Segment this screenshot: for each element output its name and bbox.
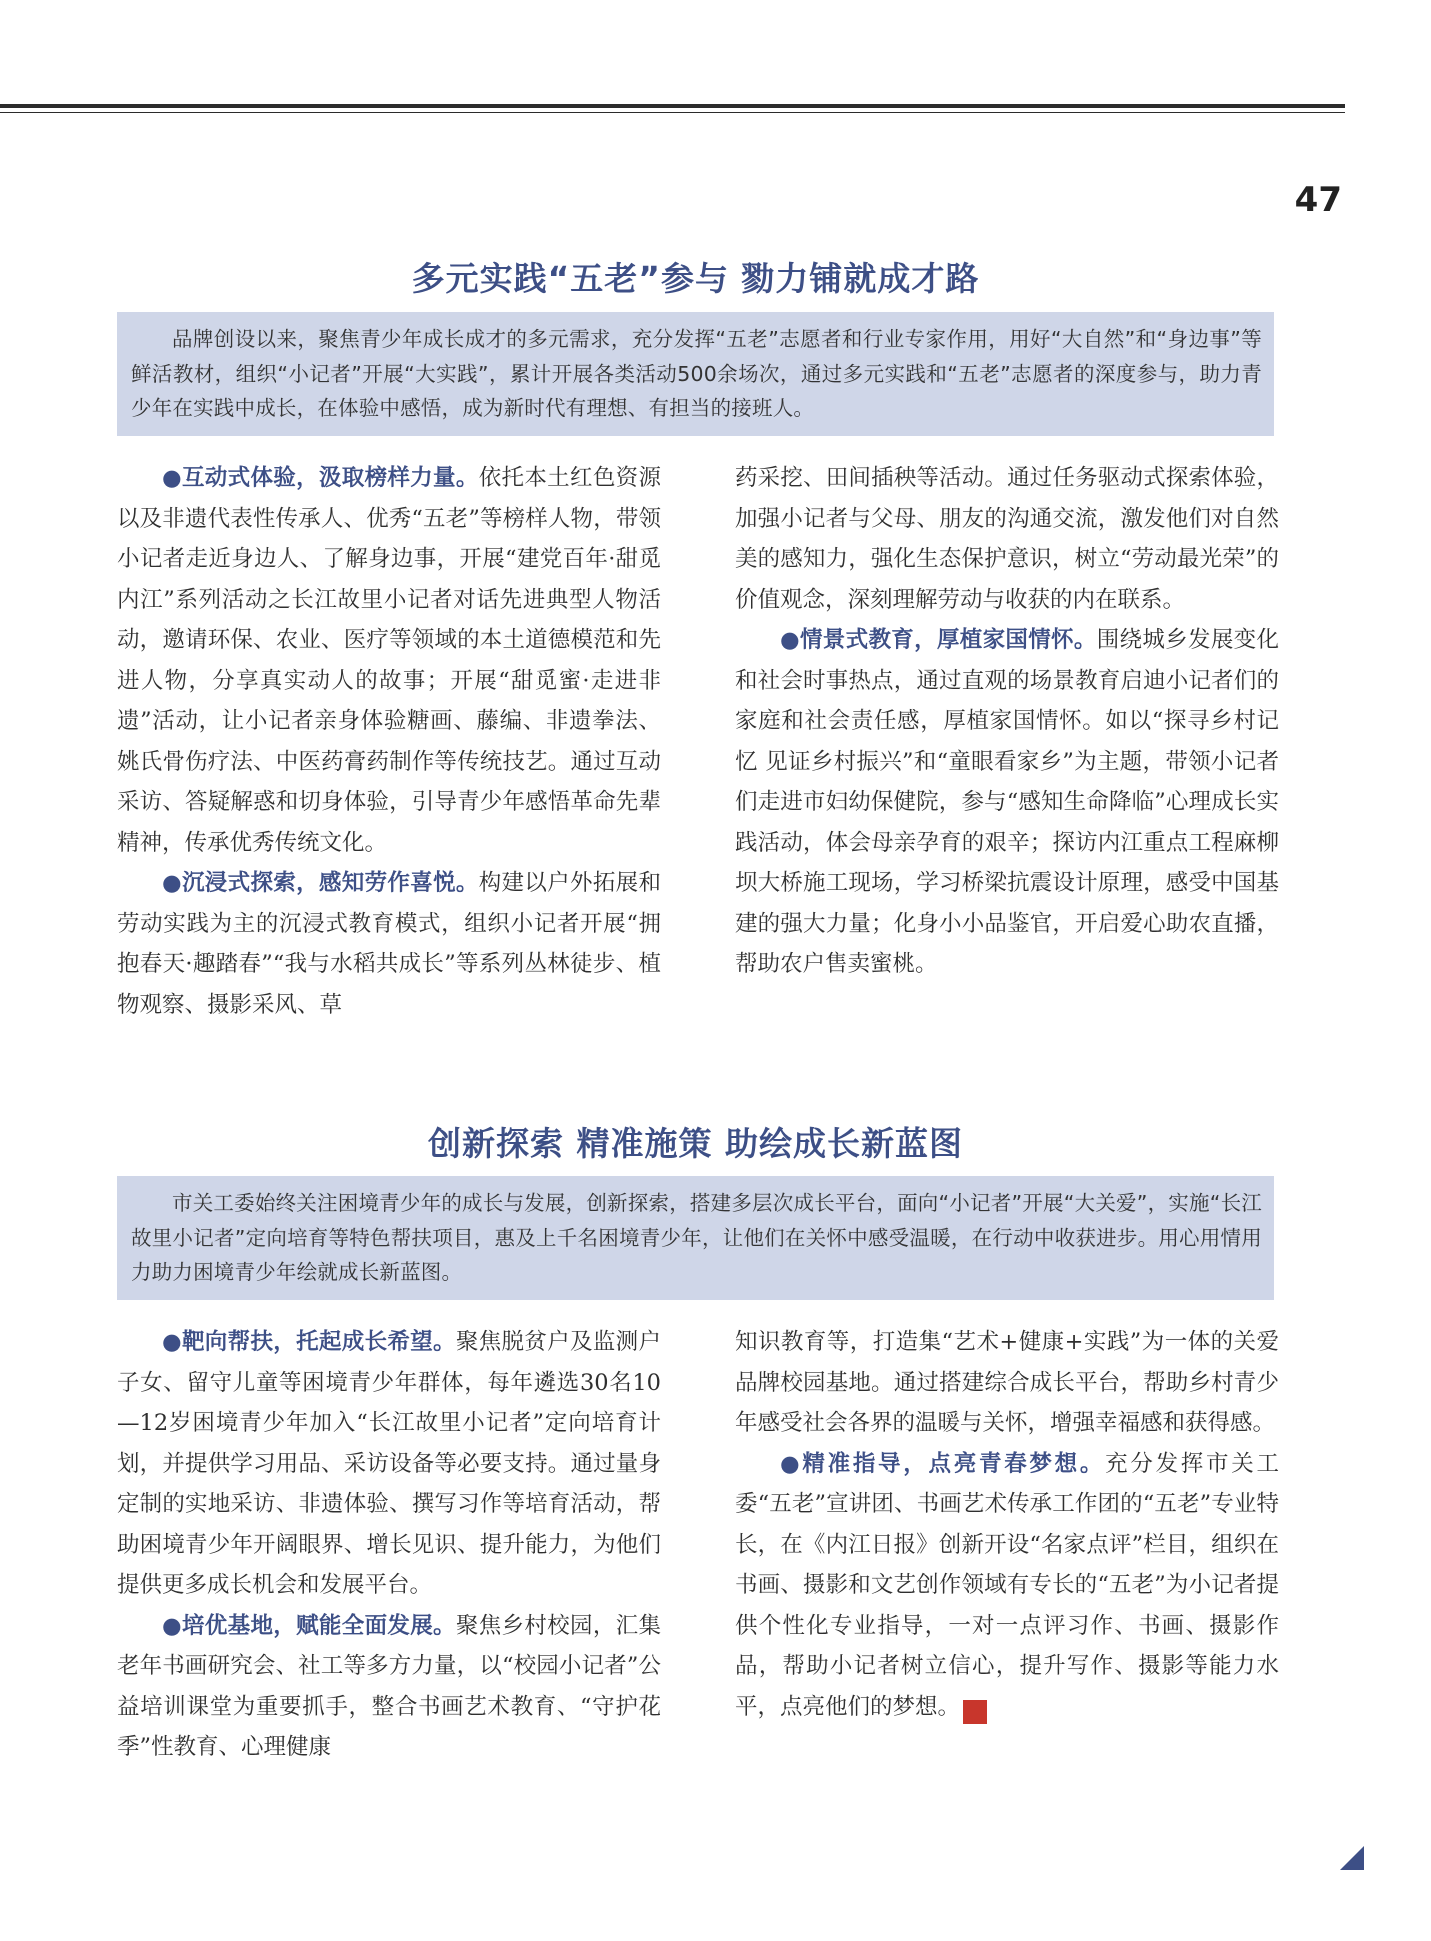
- paragraph-body: 知识教育等，打造集“艺术+健康+实践”为一体的关爱品牌校园基地。通过搭建综合成长平台，帮助乡村青少年感受社会各界的温暖与关怀，增强幸福感和获得感。: [735, 1329, 1279, 1436]
- bullet-dot-icon: ●: [162, 1612, 182, 1639]
- section-2-right-column: [735, 1322, 1279, 1727]
- paragraph: [735, 1444, 1279, 1728]
- paragraph-lead: 靶向帮扶，托起成长希望。: [181, 1329, 456, 1355]
- section-2-summary: 市关工委始终关注困境青少年的成长与发展，创新探索，搭建多层次成长平台，面向“小记者”开展“大关爱”，实施“长江故里小记者”定向培育等特色帮扶项目，惠及上千名困境青少年，让他们在关怀中感受温暖，在行动中收获进步。用心用情用力助力困境青少年绘就成长新蓝图。: [117, 1176, 1274, 1300]
- section-1-title: 多元实践“五老”参与 勠力铺就成才路: [411, 259, 980, 298]
- end-mark-icon: 关: [963, 1700, 987, 1724]
- bullet-dot-icon: ●: [162, 1329, 182, 1355]
- paragraph: [117, 1322, 661, 1606]
- paragraph: [735, 620, 1279, 985]
- paragraph-body: 依托本土红色资源以及非遗代表性传承人、优秀“五老”等榜样人物，带领小记者走近身边人、了解身边事，开展“建党百年·甜觅内江”系列活动之长江故里小记者对话先进典型人物活动，邀请环保、农业、医疗等领域的本土道德模范和先进人物，分享真实动人的故事；开展“甜觅蜜·走进非遗”活动，让小记者亲身体验糖画、藤编、非遗拳法、姚氏骨伤疗法、中医药膏药制作等传统技艺。通过互动采访、答疑解惑和切身体验，引导青少年感悟革命先辈精神，传承优秀传统文化。: [117, 465, 661, 856]
- paragraph: [117, 1606, 661, 1768]
- section-2-title: 创新探索 精准施策 助绘成长新蓝图: [428, 1124, 963, 1163]
- paragraph-lead: 培优基地，赋能全面发展。: [181, 1612, 456, 1639]
- section-1-summary: 品牌创设以来，聚焦青少年成长成才的多元需求，充分发挥“五老”志愿者和行业专家作用，用好“大自然”和“身边事”等鲜活教材，组织“小记者”开展“大实践”，累计开展各类活动500余场次，通过多元实践和“五老”志愿者的深度参与，助力青少年在实践中成长，在体验中感悟，成为新时代有理想、有担当的接班人。: [117, 312, 1274, 436]
- corner-triangle-icon: [1340, 1846, 1364, 1870]
- paragraph-body: 药采挖、田间插秧等活动。通过任务驱动式探索体验，加强小记者与父母、朋友的沟通交流，激发他们对自然美的感知力，强化生态保护意识，树立“劳动最光荣”的价值观念，深刻理解劳动与收获的内在联系。: [735, 465, 1279, 613]
- bullet-dot-icon: ●: [162, 465, 182, 491]
- section-1-left-column: [117, 458, 661, 1025]
- paragraph-lead: 情景式教育，厚植家国情怀。: [799, 627, 1097, 653]
- paragraph-lead: 互动式体验，汲取榜样力量。: [181, 465, 479, 491]
- bullet-dot-icon: ●: [780, 627, 800, 653]
- section-1-right-column: [735, 458, 1279, 985]
- paragraph-body: 聚焦脱贫户及监测户子女、留守儿童等困境青少年群体，每年遴选30名10—12岁困境青少年加入“长江故里小记者”定向培育计划，并提供学习用品、采访设备等必要支持。通过量身定制的实地采访、非遗体验、撰写习作等培育活动，帮助困境青少年开阔眼界、增长见识、提升能力，为他们提供更多成长机会和发展平台。: [117, 1329, 661, 1598]
- paragraph-body: 围绕城乡发展变化和社会时事热点，通过直观的场景教育启迪小记者们的家庭和社会责任感，厚植家国情怀。如以“探寻乡村记忆 见证乡村振兴”和“童眼看家乡”为主题，带领小记者们走进市妇幼保健院，参与“感知生命降临”心理成长实践活动，体会母亲孕育的艰辛；探访内江重点工程麻柳坝大桥施工现场，学习桥梁抗震设计原理，感受中国基建的强大力量；化身小小品鉴官，开启爱心助农直播，帮助农户售卖蜜桃。: [735, 627, 1279, 977]
- paragraph-lead: 精准指导，点亮青春梦想。: [802, 1450, 1106, 1477]
- header-rule-thin: [0, 112, 1345, 113]
- paragraph-body: 聚焦乡村校园，汇集老年书画研究会、社工等多方力量，以“校园小记者”公益培训课堂为重要抓手，整合书画艺术教育、“守护花季”性教育、心理健康: [117, 1612, 661, 1760]
- paragraph-body: 构建以户外拓展和劳动实践为主的沉浸式教育模式，组织小记者开展“拥抱春天·趣踏春”“我与水稻共成长”等系列丛林徒步、植物观察、摄影采风、草: [117, 870, 661, 1018]
- paragraph-lead: 沉浸式探索，感知劳作喜悦。: [181, 870, 479, 896]
- paragraph-body: 充分发挥市关工委“五老”宣讲团、书画艺术传承工作团的“五老”专业特长，在《内江日报》创新开设“名家点评”栏目，组织在书画、摄影和文艺创作领域有专长的“五老”为小记者提供个性化专业指导，一对一点评习作、书画、摄影作品，帮助小记者树立信心，提升写作、摄影等能力水平，点亮他们的梦想。: [735, 1450, 1279, 1720]
- section-2-left-column: [117, 1322, 661, 1768]
- paragraph: [117, 458, 661, 863]
- page-number: 47: [1294, 180, 1342, 220]
- paragraph: [735, 1322, 1279, 1444]
- bullet-dot-icon: ●: [780, 1450, 803, 1477]
- bullet-dot-icon: ●: [162, 870, 182, 896]
- header-rule-thick: [0, 104, 1345, 108]
- paragraph: [735, 458, 1279, 620]
- paragraph: [117, 863, 661, 1025]
